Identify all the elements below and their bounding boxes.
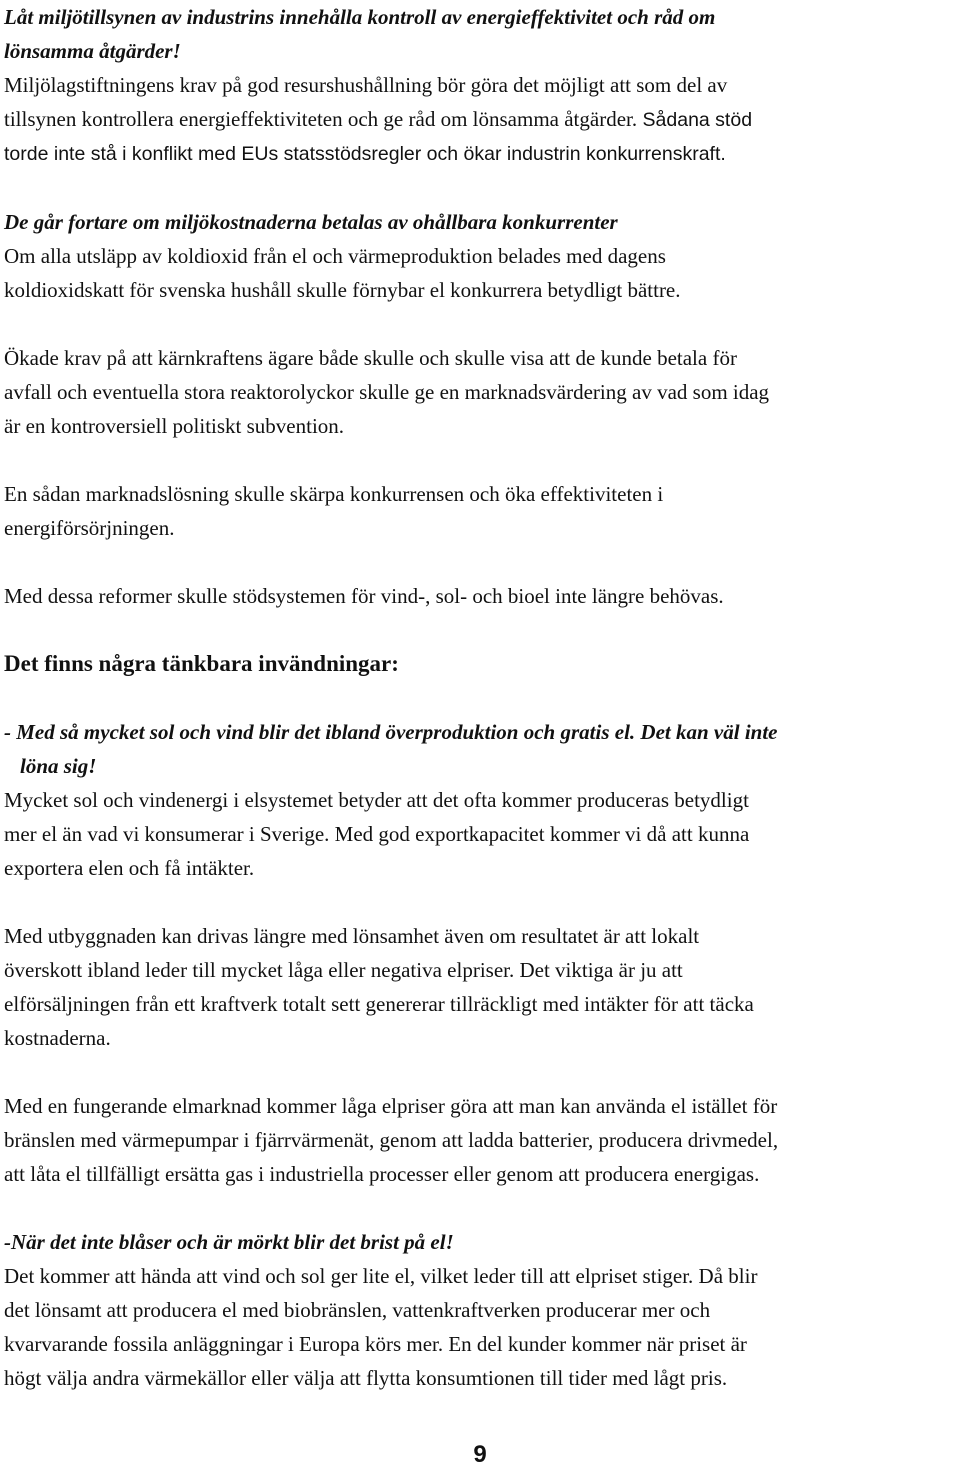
- paragraph-line: Med en fungerande elmarknad kommer låga elpriser göra att man kan använda el istället för: [4, 1094, 778, 1118]
- objection-question: -När det inte blåser och är mörkt blir det brist på el!: [4, 1230, 454, 1254]
- paragraph-line: En sådan marknadslösning skulle skärpa konkurrensen och öka effektiviteten i: [4, 482, 664, 506]
- section-heading: De går fortare om miljökostnaderna betalas av ohållbara konkurrenter: [4, 210, 618, 234]
- spacer: [4, 885, 956, 919]
- paragraph-line: exportera elen och få intäkter.: [4, 856, 255, 880]
- page-number: 9: [473, 1441, 487, 1468]
- paragraph-line: elförsäljningen från ett kraftverk totalt sett genererar tillräckligt med intäkter för att täcka: [4, 992, 754, 1016]
- spacer: [4, 1055, 956, 1089]
- paragraph-text: Sådana stöd: [637, 109, 753, 131]
- paragraph-line: kvarvarande fossila anläggningar i Europa körs mer. En del kunder kommer när priset är: [4, 1332, 747, 1356]
- spacer: [4, 613, 956, 647]
- paragraph-line: torde inte stå i konflikt med EUs statsstödsregler och ökar industrin konkurrenskraft.: [4, 143, 726, 165]
- paragraph-line: energiförsörjningen.: [4, 516, 175, 540]
- spacer: [4, 307, 956, 341]
- paragraph-line: Med dessa reformer skulle stödsystemen för vind-, sol- och bioel inte längre behövas.: [4, 584, 724, 608]
- paragraph-line: avfall och eventuella stora reaktorolyckor skulle ge en marknadsvärdering av vad som idag: [4, 380, 770, 404]
- objection-question-line: - Med så mycket sol och vind blir det ibland överproduktion och gratis el. Det kan väl inte: [4, 720, 778, 744]
- paragraph-line: [4, 102, 956, 137]
- spacer: [4, 1191, 956, 1225]
- paragraph-line: är en kontroversiell politiskt subvention.: [4, 414, 345, 438]
- paragraph-line: det lönsamt att producera el med biobränslen, vattenkraftverken producerar mer och: [4, 1298, 711, 1322]
- objections-heading: Det finns några tänkbara invändningar:: [4, 651, 399, 676]
- paragraph-line: bränslen med värmepumpar i fjärrvärmenät, genom att ladda batterier, producera drivmedel,: [4, 1128, 779, 1152]
- section-heading-line: lönsamma åtgärder!: [4, 39, 181, 63]
- paragraph-line: högt välja andra värmekällor eller välja att flytta konsumtionen till tider med lågt pris.: [4, 1366, 728, 1390]
- paragraph-line: Mycket sol och vindenergi i elsystemet betyder att det ofta kommer produceras betydligt: [4, 788, 749, 812]
- spacer: [4, 681, 956, 715]
- paragraph-line: Med utbyggnaden kan drivas längre med lönsamhet även om resultatet är att lokalt: [4, 924, 700, 948]
- paragraph-line: mer el än vad vi konsumerar i Sverige. Med god exportkapacitet kommer vi då att kunna: [4, 822, 750, 846]
- spacer: [4, 171, 956, 205]
- paragraph-line: Det kommer att hända att vind och sol ger lite el, vilket leder till att elpriset stiger. Då blir: [4, 1264, 758, 1288]
- paragraph-line: koldioxidskatt för svenska hushåll skulle förnybar el konkurrera betydligt bättre.: [4, 278, 681, 302]
- objection-question-line: löna sig!: [20, 754, 97, 778]
- spacer: [4, 443, 956, 477]
- spacer: [4, 545, 956, 579]
- paragraph-line: Ökade krav på att kärnkraftens ägare både skulle och skulle visa att de kunde betala för: [4, 346, 737, 370]
- paragraph-line: att låta el tillfälligt ersätta gas i industriella processer eller genom att producera energigas.: [4, 1162, 760, 1186]
- paragraph-line: Miljölagstiftningens krav på god resurshushållning bör göra det möjligt att som del av: [4, 73, 728, 97]
- paragraph-text: tillsynen kontrollera energieffektiviteten och ge råd om lönsamma åtgärder.: [4, 107, 638, 131]
- paragraph-line: överskott ibland leder till mycket låga eller negativa elpriser. Det viktiga är ju att: [4, 958, 683, 982]
- paragraph-line: kostnaderna.: [4, 1026, 111, 1050]
- paragraph-line: Om alla utsläpp av koldioxid från el och värmeproduktion belades med dagens: [4, 244, 666, 268]
- section-heading-line: Låt miljötillsynen av industrins innehålla kontroll av energieffektivitet och råd om: [4, 5, 716, 29]
- document-page: [4, 0, 956, 1395]
